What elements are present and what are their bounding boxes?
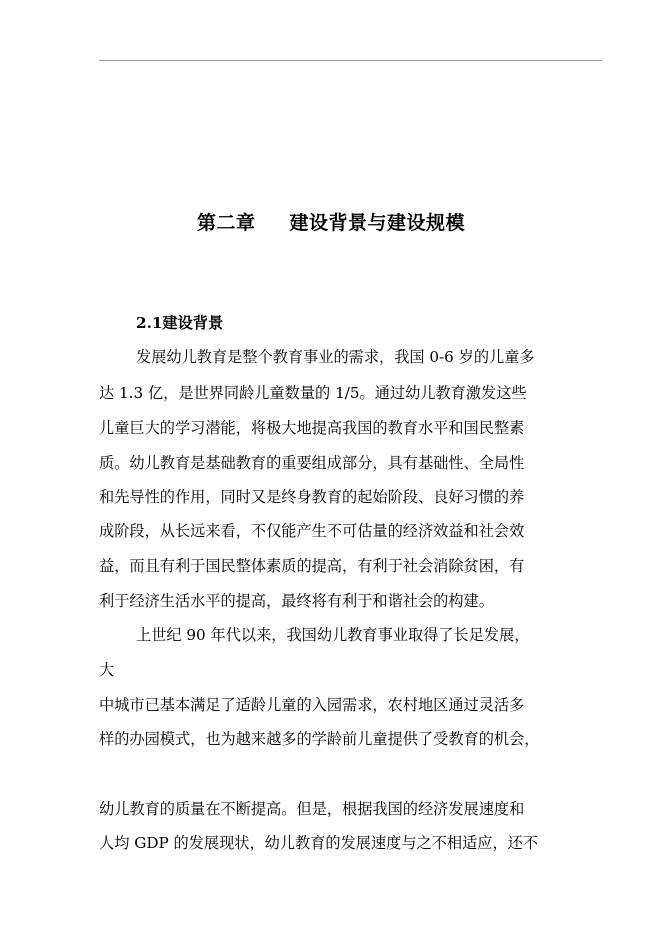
- paragraph-line: 儿童巨大的学习潜能，将极大地提高我国的教育水平和国民整素: [99, 419, 525, 437]
- paragraph-line: 益，而且有利于国民整体素质的提高，有利于社会消除贫困，有: [99, 557, 525, 575]
- paragraph-line: 中城市已基本满足了适龄儿童的入园需求，农村地区通过灵活多: [99, 696, 525, 714]
- paragraph-line: 质。幼儿教育是基础教育的重要组成部分，具有基础性、全局性: [99, 454, 525, 472]
- paragraph-line: 利于经济生活水平的提高，最终将有利于和谐社会的构建。: [99, 592, 494, 610]
- paragraph-line: 达 1.3 亿，是世界同龄儿童数量的 1/5。通过幼儿教育激发这些: [99, 384, 527, 402]
- paragraph-line: 成阶段，从长远来看，不仅能产生不可估量的经济效益和社会效: [99, 522, 525, 540]
- paragraph-line: 样的办园模式，也为越来越多的学龄前儿童提供了受教育的机会，: [99, 730, 540, 748]
- paragraph-line: 发展幼儿教育是整个教育事业的需求，我国 0-6 岁的儿童多: [136, 348, 535, 366]
- paragraph-line: 和先导性的作用，同时又是终身教育的起始阶段、良好习惯的养: [99, 488, 525, 506]
- chapter-name: 建设背景与建设规模: [289, 212, 466, 234]
- paragraph-line: 人均 GDP 的发展现状，幼儿教育的发展速度与之不相适应，还不: [99, 834, 539, 852]
- paragraph-line: 幼儿教育的质量在不断提高。但是，根据我国的经济发展速度和: [99, 800, 525, 818]
- paragraph-line: 大: [99, 661, 115, 679]
- chapter-number: 第二章: [196, 212, 256, 234]
- section-heading: 2.1建设背景: [136, 314, 224, 332]
- chapter-title: [0, 208, 662, 235]
- header-rule: [99, 60, 602, 61]
- paragraph-line: 上世纪 90 年代以来，我国幼儿教育事业取得了长足发展，: [136, 626, 530, 644]
